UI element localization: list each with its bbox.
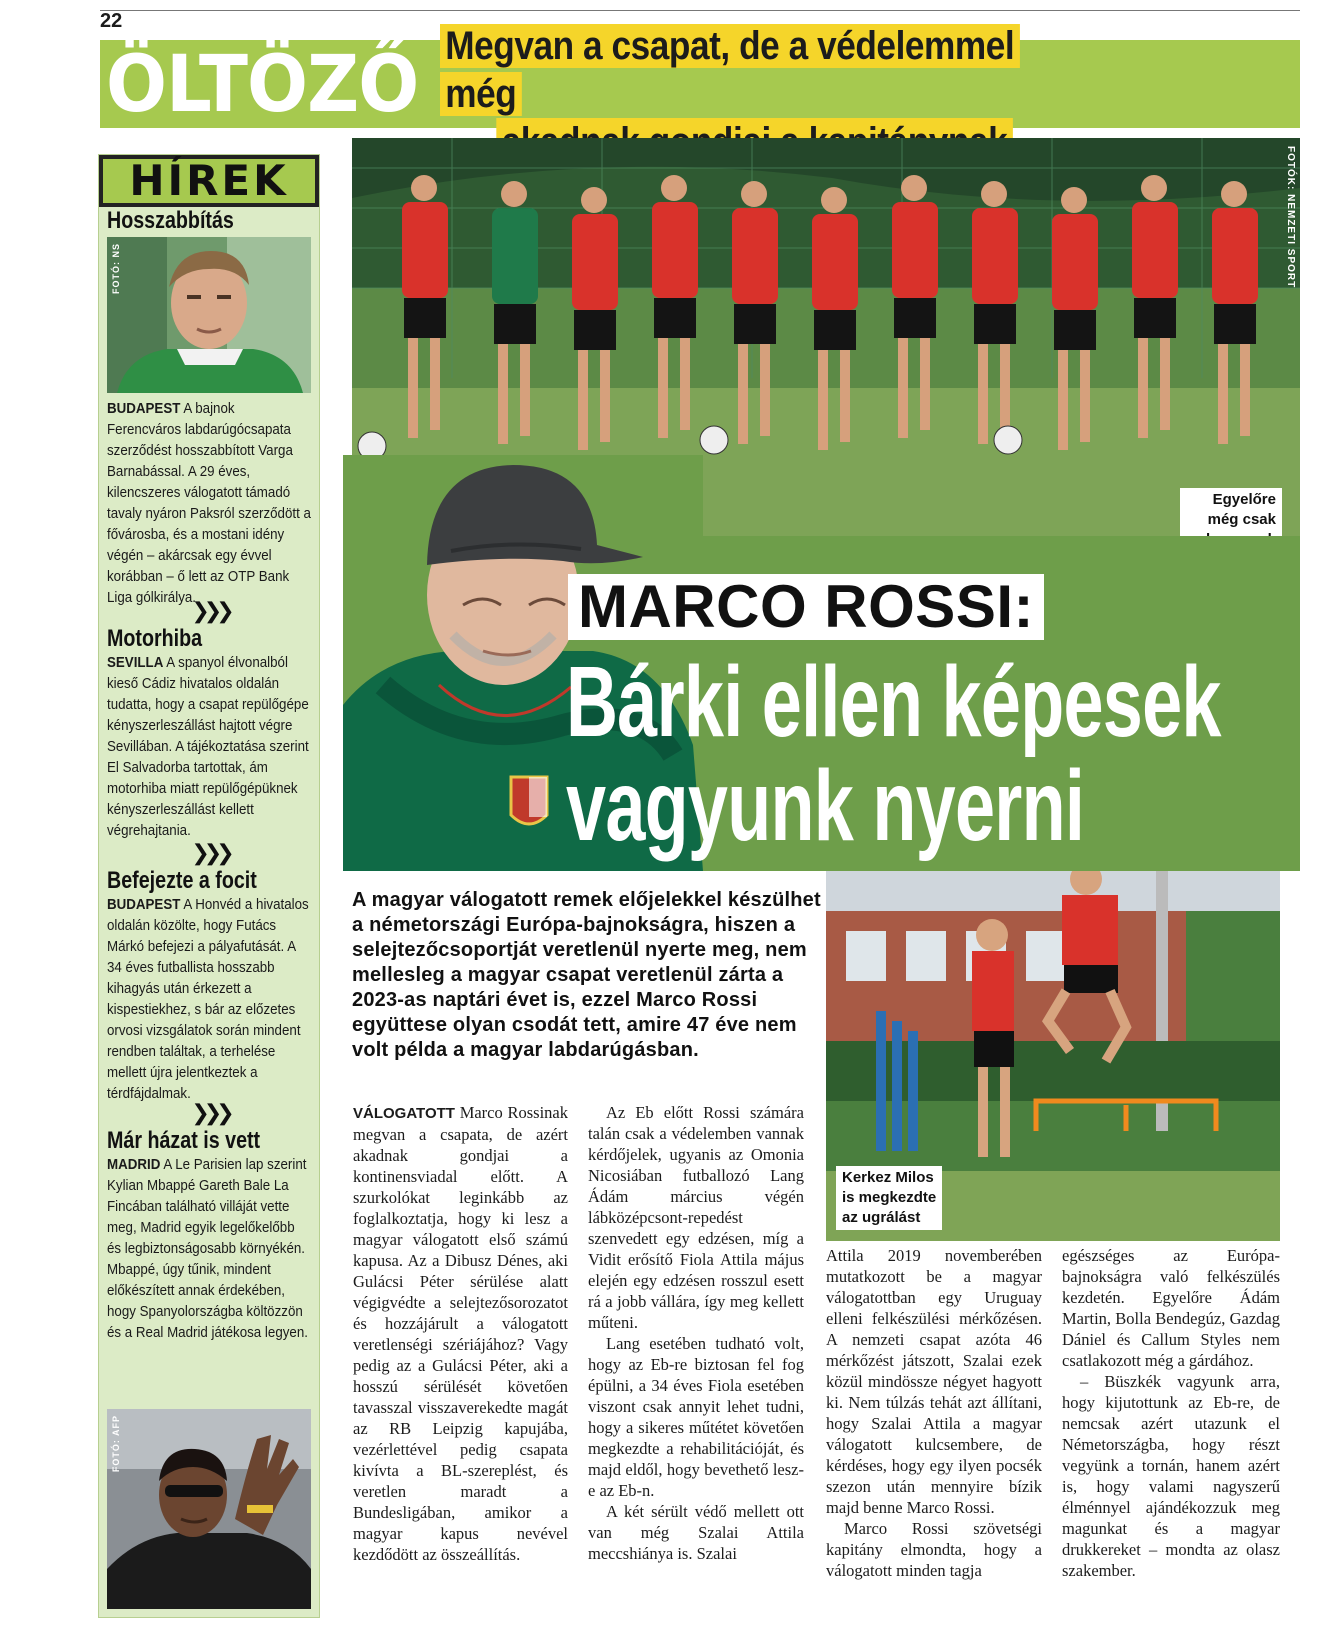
main-headline: [566, 646, 1221, 862]
mbappe-image: [107, 1409, 311, 1609]
news-item-motorhiba: [107, 625, 313, 842]
photo2-caption: Kerkez Milos is megkezdte az ugrálást: [836, 1166, 942, 1230]
news-text: A Le Parisien lap szerint Kylian Mbappé Gareth Bale La Fincában található villáját vette meg, Madrid egyik legelőkelőbb és legbiztonságosabb környékén. Mbappé, úgy tűnik, mindent előkészített annak érdekében, hogy Spanyolországba költözzön és a Real Madrid játékosa legyen.: [107, 1157, 308, 1341]
news-sidebar: [98, 154, 320, 1618]
news-body-hosszabbitas: [107, 399, 313, 609]
photo-credit: FOTÓK: NEMZETI SPORT: [1285, 146, 1296, 289]
dateline: MADRID: [107, 1157, 161, 1173]
news-title: Hosszabbítás: [107, 207, 234, 234]
headline-speaker: MARCO ROSSI:: [568, 574, 1044, 640]
news-item-hosszabbitas: [107, 207, 313, 235]
kicker-line-1: Megvan a csapat, de a védelemmel még: [440, 24, 1020, 116]
top-rule: [100, 10, 1300, 11]
page-number: 22: [100, 10, 123, 32]
section-title: ÖLTÖZŐ: [106, 40, 419, 130]
hungary-crest-icon: [511, 777, 547, 824]
article-lead: A magyar válogatott remek előjelekkel készülhet a németországi Európa-bajnokságra, hiszen a selejtezőcsoportját veretlenül nyerte meg, nem mellesleg a magyar csapat veretlenül zárta a 2023-as naptári évet is, ezzel Marco Rossi együttese olyan csodát tett, amire 47 éve nem volt példa a magyar labdarúgásban.: [352, 889, 821, 1061]
dateline: BUDAPEST: [107, 401, 181, 417]
news-item-befejezte: [107, 867, 313, 1105]
news-item-mar-hazat-is-vett: [107, 1127, 313, 1344]
photo-varga-barnabas: [107, 237, 311, 393]
article-dateline: VÁLOGATOTT: [353, 1105, 455, 1122]
dateline: BUDAPEST: [107, 897, 181, 913]
dateline: SEVILLA: [107, 655, 164, 671]
photo-credit: FOTÓ: AFP: [111, 1415, 121, 1473]
headline-line-1: Bárki ellen képesek: [566, 646, 1221, 758]
chevron-divider-icon: ❯❯❯: [191, 841, 229, 866]
news-text: A bajnok Ferencváros labdarúgócsapata szerződést hosszabbított Varga Barnabással. A 29 éves, kilencszeres válogatott támadó tavaly nyáron Paksról szerződött a fővárosba, és a mostani idény végén – akárcsak egy évvel korábban – ő lett az OTP Bank Liga gólkirálya.: [107, 401, 311, 606]
news-title: Motorhiba: [107, 625, 203, 652]
portrait-image: [107, 237, 311, 393]
article-column-4: egészséges az Európa-bajnokságra való felkészülés kezdetén. Egyelőre Ádám Martin, Bolla Bendegúz, Gazdag Dániel és Callum Styles nem csatlakozott még a gárdához. – Büszkék vagyunk arra, hogy kijutottunk az Eb-re, de nemcsak azért utazunk el Németországba, hogy részt vegyünk a tornán, hanem azért is, hogy valami nagyszerű élménnyel ajándékozzuk meg magunkat és a magyar drukkereket – mondta az olasz szakember.: [1062, 1246, 1280, 1580]
news-title: Befejezte a focit: [107, 867, 257, 894]
chevron-divider-icon: ❯❯❯: [191, 599, 229, 624]
sidebar-header: [99, 155, 319, 207]
sidebar-title: HÍREK: [103, 159, 315, 203]
news-text: A Honvéd a hivatalos oldalán közölte, hogy Futács Márkó befejezi a pályafutását. A 34 éves futballista hosszabb kihagyás után érkezett a kispestiekhez, s bár az előzetes orvosi vizsgálatok során mindent rendben találtak, a terhelése mellett újra jelentkeztek a térdfájdalmak.: [107, 897, 309, 1102]
team-photo-caption: Egyelőre még csak: [1180, 488, 1282, 572]
news-text: A spanyol élvonalból kieső Cádiz hivatalos oldalán tudatta, hogy a csapat repülőgépe kényszerleszállást hajtott végre Sevillában. A tájékoztatása szerint El Salvadorba tartottak, ám motorhiba miatt repülőgépüknek kényszerleszállást kellett végrehajtania.: [107, 655, 309, 839]
article-column-1: VÁLOGATOTT Marco Rossinak megvan a csapata, de azért akadnak gondjai a kontinensviadal előtt. A szurkolókat leginkább az foglalkoztatja, hogy ki lesz a magyar válogatott első számú kapusa. Az a Dibusz Dénes, aki Gulácsi Péter sérülése alatt végigvédte a selejtezősorozatot és hozzájárult a válogatott veretlenségi szériájához? Vagy pedig az a Gulácsi Péter, aki a hosszú sérülését követően tavasszal visszaverekedte magát az RB Leipzig kapujába, vezérlettével pedig csapata kivívta a BL-szereplést, és veretlen maradt a Bundesligában, amikor a magyar kapus nevével kezdődött az összeállítás.: [353, 1103, 568, 1564]
news-title: Már házat is vett: [107, 1127, 261, 1154]
article-column-3: Attila 2019 novemberében mutatkozott be a magyar válogatottban egy Uruguay elleni felkészülési mérkőzésen. A nemzeti csapat azóta 46 mérkőzést játszott, Szalai ezek közül mindössze négyet hagyott ki. Nem túlzás tehát azt állítani, hogy Szalai Attila a magyar válogatott kulcsembere, de kérdéses, hogy egy ilyen pocsék szezon után mennyire bízik majd benne Marco Rossi. Marco Rossi szövetségi kapitány elmondta, hogy a válogatott minden tagja: [826, 1246, 1042, 1580]
photo-credit: FOTÓ: NS: [111, 243, 121, 294]
article-column-2: Az Eb előtt Rossi számára talán csak a védelemben vannak kérdőjelek, ugyanis az Omonia Nicosiában futballozó Lang Ádám március végén lábközépcsont-repedést szenvedett egy edzésen, míg a Vidit erősítő Fiola Attila május elején egy edzésen rosszul esett rá a jobb vállára, így meg kellett műteni. Lang esetében tudható volt, hogy az Eb-re biztosan fel fog épülni, a 34 éves Fiola esetében viszont csak annyit lehet tudni, hogy a sikeres műtétet követően megkezdte a rehabilitációját, és majd eldől, hogy bevethető lesz-e az Eb-n. A két sérült védő mellett ott van még Szalai Attila meccshiánya is. Szalai: [588, 1103, 804, 1563]
photo-mbappe: [107, 1409, 311, 1609]
headline-line-2: vagyunk nyerni: [566, 750, 1085, 862]
chevron-divider-icon: ❯❯❯: [191, 1101, 229, 1126]
